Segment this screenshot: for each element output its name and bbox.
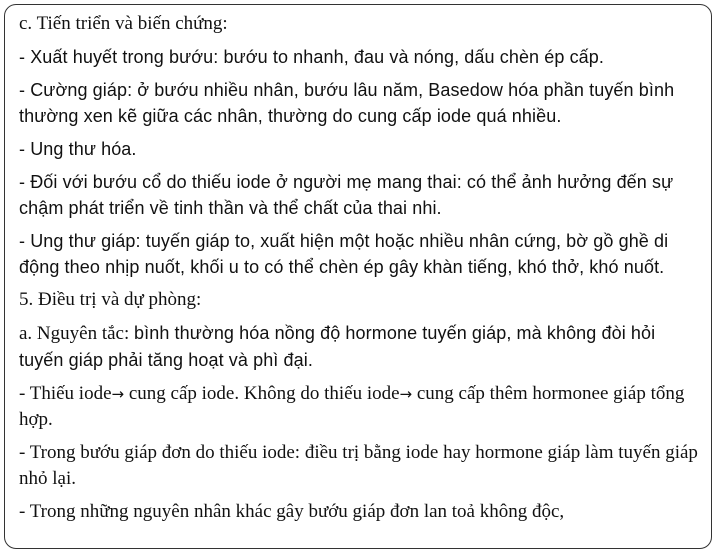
- principle-label: a. Nguyên tắc:: [19, 323, 135, 344]
- slide-frame: [4, 4, 712, 549]
- principle-paragraph: [19, 320, 704, 374]
- treatment-other-causes: - Trong những nguyên nhân khác gây bướu giáp đơn lan toả không độc,: [19, 501, 565, 522]
- item-cancerization: - Ung thư hóa.: [19, 139, 137, 159]
- item-hemorrhage: - Xuất huyết trong bướu: bướu to nhanh, đau và nóng, dấu chèn ép cấp.: [19, 47, 605, 67]
- principle-text: bình thường hóa nồng độ hormone tuyến giáp, mà không đòi hỏi tuyến giáp phải tăng hoạt và phì đại.: [19, 323, 656, 370]
- iode-paragraph: [19, 381, 704, 433]
- iode-part-2: cung cấp iode. Không do thiếu iode: [124, 383, 400, 404]
- item-pregnancy: - Đối với bướu cổ do thiếu iode ở người mẹ mang thai: có thể ảnh hưởng đến sự chậm phát triển về tinh thần và thể chất của thai nhi.: [19, 172, 674, 218]
- arrow-icon: →: [111, 385, 125, 403]
- heading-treatment: 5. Điều trị và dự phòng:: [19, 289, 202, 310]
- treatment-iode-deficiency: - Trong bướu giáp đơn do thiếu iode: điều trị bằng iode hay hormone giáp làm tuyến giáp nhỏ lại.: [19, 442, 698, 489]
- heading-complications: c. Tiến triển và biến chứng:: [19, 13, 228, 34]
- iode-part-3: cung cấp thêm hormonee giáp tổng hợp.: [19, 383, 685, 430]
- item-thyroid-cancer: - Ung thư giáp: tuyến giáp to, xuất hiện một hoặc nhiều nhân cứng, bờ gồ ghề di động theo nhịp nuốt, khối u to có thể chèn ép gây khàn tiếng, khó thở, khó nuốt.: [19, 231, 669, 277]
- iode-part-1: - Thiếu iode: [19, 383, 112, 404]
- item-hyperthyroidism: - Cường giáp: ở bướu nhiều nhân, bướu lâu năm, Basedow hóa phần tuyến bình thường xen kẽ giữa các nhân, thường do cung cấp iode quá nhiều.: [19, 80, 675, 126]
- arrow-icon: →: [399, 385, 413, 403]
- slide-content: [19, 11, 704, 532]
